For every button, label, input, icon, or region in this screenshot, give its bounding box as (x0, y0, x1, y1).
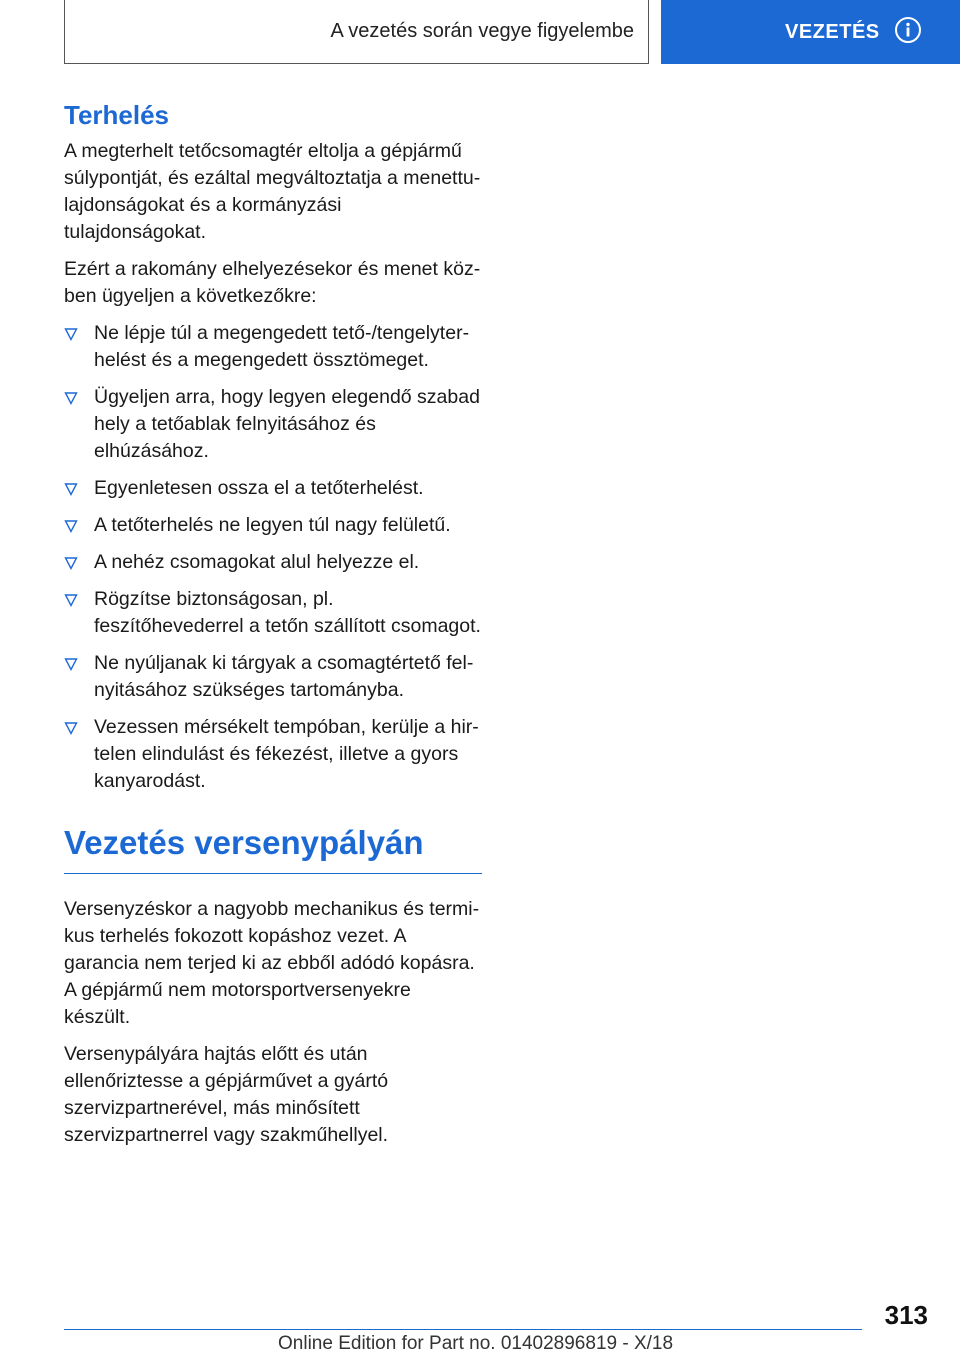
list-item (64, 714, 482, 795)
list-item (64, 586, 482, 640)
load-para-1: A megterhelt tetőcsomagtér eltolja a gépjármű súlypontját, és ezáltal megváltoztatja a menettulajdonságokat és a kormányzási tulajdonságokat. (64, 140, 481, 243)
edition-footer: Online Edition for Part no. 01402896819 - X/18 (278, 1333, 674, 1354)
load-para-2: Ezért a rakomány elhelyezésekor és menet közben ügyeljen a következőkre: (64, 258, 481, 307)
list-item (64, 549, 482, 576)
list-item-text: Rögzítse biztonságosan, pl. feszítőhevederrel a tetőn szállított csomagot. (94, 588, 481, 637)
section-label: VEZETÉS (785, 20, 880, 43)
main-content (64, 96, 482, 1159)
track-section-title: Vezetés versenypályán (64, 821, 482, 874)
list-item-text: Egyenletesen ossza el a tetőterhelést. (94, 477, 424, 499)
triangle-bullet-icon (64, 391, 78, 405)
list-item (64, 475, 482, 502)
list-item-text: A nehéz csomagokat alul helyezze el. (94, 551, 420, 573)
triangle-bullet-icon (64, 519, 78, 533)
chapter-title: A vezetés során vegye figyelembe (330, 20, 634, 42)
triangle-bullet-icon (64, 556, 78, 570)
list-item-text: Ügyeljen arra, hogy legyen elegendő szabad hely a tetőablak felnyitásához és elhúzásához. (94, 386, 480, 462)
load-section-title: Terhelés (64, 100, 170, 130)
page-number: 313 (884, 1300, 928, 1330)
triangle-bullet-icon (64, 482, 78, 496)
list-item-text: Ne lépje túl a megengedett tető-/tengelyterhelést és a megengedett össztömeget. (94, 322, 470, 371)
triangle-bullet-icon (64, 657, 78, 671)
chapter-header (64, 0, 649, 64)
triangle-bullet-icon (64, 593, 78, 607)
list-item (64, 384, 482, 465)
list-item (64, 512, 482, 539)
info-icon[interactable] (894, 16, 922, 44)
track-para-2: Versenypályára hajtás előtt és után ellenőriztesse a gépjárművet a gyártó szervizpartnerével, más minősített szervizpartnerrel vagy szakműhellyel. (64, 1043, 389, 1146)
footer-divider (64, 1329, 862, 1330)
list-item-text: Ne nyúljanak ki tárgyak a csomagtértető felnyitásához szükséges tartományba. (94, 652, 474, 701)
triangle-bullet-icon (64, 327, 78, 341)
triangle-bullet-icon (64, 721, 78, 735)
load-bullet-list (64, 320, 482, 795)
list-item-text: Vezessen mérsékelt tempóban, kerülje a hirtelen elindulást és fékezést, illetve a gyors kanyarodást. (94, 716, 479, 792)
list-item (64, 320, 482, 374)
list-item (64, 650, 482, 704)
track-para-1: Versenyzéskor a nagyobb mechanikus és termikus terhelés fokozott kopáshoz vezet. A garancia nem terjed ki az ebből adódó kopásra. A gépjármű nem motorsportversenyekre készült. (64, 898, 480, 1028)
section-tab[interactable] (661, 0, 960, 64)
list-item-text: A tetőterhelés ne legyen túl nagy felületű. (94, 514, 451, 536)
